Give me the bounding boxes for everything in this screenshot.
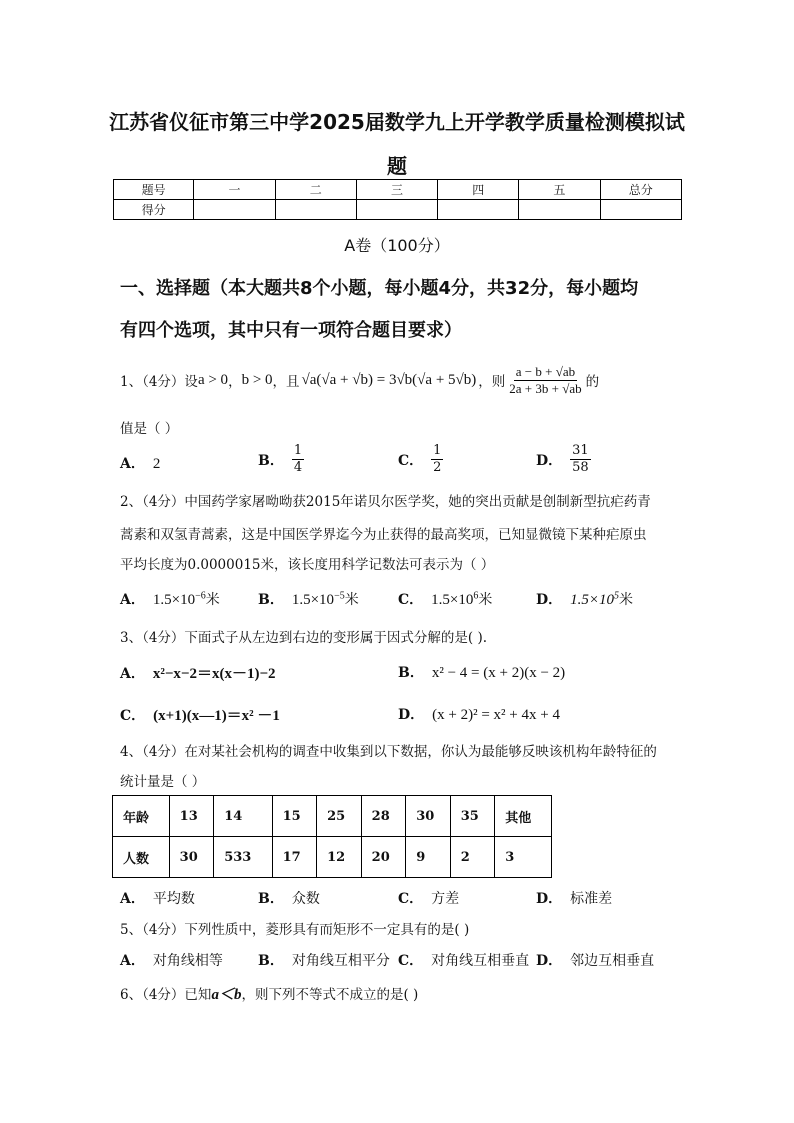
q2-line-3: 平均长度为0.0000015米，该长度用科学记数法可表示为（ ） xyxy=(120,557,495,573)
q2-option-a[interactable] xyxy=(120,589,220,609)
part-heading-continued: 有四个选项，其中只有一项符合题目要求） xyxy=(120,320,462,341)
option-text: 对角线互相平分 xyxy=(291,953,390,969)
option-text: 方差 xyxy=(431,891,460,907)
table-cell: 3 xyxy=(495,837,552,878)
table-cell: 9 xyxy=(406,837,451,878)
q4-option-b[interactable] xyxy=(258,888,320,908)
table-cell: 2 xyxy=(450,837,495,878)
q1-condition-a: a > 0 xyxy=(197,371,229,388)
page-title-continued: 题 xyxy=(387,154,407,178)
q1-option-d[interactable] xyxy=(536,443,591,476)
option-exponent: 5 xyxy=(614,590,620,602)
option-text: 标准差 xyxy=(570,891,613,907)
option-letter: C． xyxy=(398,592,424,608)
option-fraction xyxy=(570,443,591,476)
option-letter: A． xyxy=(120,456,145,472)
option-fraction xyxy=(292,443,304,476)
q2-line-2: 蒿素和双氢青蒿素，这是中国医学界迄今为止获得的最高奖项，已知显微镜下某种疟原虫 xyxy=(120,527,647,543)
question-1 xyxy=(120,360,599,400)
option-text: 对角线相等 xyxy=(152,953,223,969)
option-exponent: −5 xyxy=(334,590,345,602)
q3-option-d[interactable] xyxy=(398,704,560,724)
q1-fraction xyxy=(507,364,583,397)
table-cell: 人数 xyxy=(113,837,170,878)
q5-option-d[interactable] xyxy=(536,950,654,970)
q4-option-c[interactable] xyxy=(398,888,459,908)
q6-suffix: ，则下列不等式不成立的是( ) xyxy=(241,987,419,1003)
option-unit: 米 xyxy=(478,592,493,608)
q3-option-b[interactable] xyxy=(398,662,565,682)
score-cell[interactable] xyxy=(275,200,356,220)
score-cell[interactable] xyxy=(519,200,600,220)
fraction-numerator: 1 xyxy=(293,443,303,458)
option-unit: 米 xyxy=(619,592,634,608)
score-table-score-row xyxy=(114,200,682,220)
option-letter: D． xyxy=(536,953,563,969)
q1-suffix: 的 xyxy=(585,374,600,390)
q6-prefix: 6、（4分）已知 xyxy=(120,987,212,1003)
score-header-cell: 一 xyxy=(194,180,275,200)
table-cell: 其他 xyxy=(495,796,552,837)
table-cell: 35 xyxy=(450,796,495,837)
q1-fraction-numerator: a − b + √ab xyxy=(515,363,576,379)
option-mantissa: 1.5×10 xyxy=(570,592,615,608)
q6-condition: a＜b xyxy=(211,987,242,1003)
count-row xyxy=(113,837,552,878)
fraction-denominator: 2 xyxy=(433,460,442,475)
score-header-cell: 题号 xyxy=(114,180,194,200)
option-letter: D． xyxy=(536,592,563,608)
table-cell: 17 xyxy=(272,837,317,878)
option-text: 邻边互相垂直 xyxy=(570,953,655,969)
score-cell[interactable] xyxy=(356,200,437,220)
q1-option-a[interactable] xyxy=(120,453,160,473)
q2-option-b[interactable] xyxy=(258,589,359,609)
table-cell: 13 xyxy=(169,796,214,837)
question-6 xyxy=(120,983,418,1004)
option-exponent: 6 xyxy=(473,590,479,602)
section-heading: A卷（100分） xyxy=(344,236,450,255)
q1-fraction-denominator: 2a + 3b + √ab xyxy=(509,380,582,396)
score-table-header-row xyxy=(114,180,682,200)
q1-line-2: 值是（ ） xyxy=(120,421,179,437)
option-unit: 米 xyxy=(344,592,359,608)
score-cell[interactable] xyxy=(438,200,519,220)
q2-option-c[interactable] xyxy=(398,589,492,609)
table-cell: 30 xyxy=(169,837,214,878)
table-cell: 25 xyxy=(317,796,362,837)
page-title: 江苏省仪征市第三中学2025届数学九上开学教学质量检测模拟试 xyxy=(109,110,685,134)
option-letter: C． xyxy=(120,708,146,724)
option-letter: C． xyxy=(398,953,424,969)
part-heading: 一、选择题（本大题共8个小题，每小题4分，共32分，每小题均 xyxy=(120,278,639,299)
fraction-denominator: 58 xyxy=(572,460,589,475)
q1-equation: √a(√a + √b) = 3√b(√a + 5√b) xyxy=(301,371,477,388)
option-letter: A． xyxy=(120,666,145,682)
table-cell: 28 xyxy=(361,796,406,837)
question-5: 5、（4分）下列性质中，菱形具有而矩形不一定具有的是( ) xyxy=(120,922,470,938)
option-letter: D． xyxy=(536,452,563,469)
score-header-cell: 四 xyxy=(438,180,519,200)
option-mantissa: 1.5×10 xyxy=(152,592,196,608)
q2-option-d[interactable] xyxy=(536,589,633,609)
option-letter: A． xyxy=(120,953,145,969)
score-header-cell: 二 xyxy=(275,180,356,200)
table-cell: 533 xyxy=(214,837,272,878)
option-letter: B． xyxy=(258,452,284,469)
option-text: 平均数 xyxy=(152,891,195,907)
table-cell: 20 xyxy=(361,837,406,878)
q5-option-b[interactable] xyxy=(258,950,390,970)
option-text: 众数 xyxy=(291,891,320,907)
age-table xyxy=(112,795,552,878)
table-cell: 12 xyxy=(317,837,362,878)
q1-option-c[interactable] xyxy=(398,443,443,476)
option-text: (x + 2)² = x² + 4x + 4 xyxy=(432,707,560,723)
q1-mid: ，且 xyxy=(272,374,300,390)
q3-option-a[interactable] xyxy=(120,662,276,683)
q1-separator: ， xyxy=(228,374,242,390)
option-letter: C． xyxy=(398,452,424,469)
q1-then: ，则 xyxy=(478,374,506,390)
option-exponent: −6 xyxy=(195,590,206,602)
score-header-cell: 三 xyxy=(356,180,437,200)
q4-option-a[interactable] xyxy=(120,888,195,908)
q5-option-c[interactable] xyxy=(398,950,529,970)
option-text: (x+1)(x—1)＝x² －1 xyxy=(153,708,280,724)
table-cell: 14 xyxy=(214,796,272,837)
score-table xyxy=(113,179,682,220)
option-letter: D． xyxy=(536,891,563,907)
option-letter: B． xyxy=(398,665,424,681)
option-mantissa: 1.5×10 xyxy=(291,592,335,608)
fraction-numerator: 31 xyxy=(572,443,589,458)
option-letter: B． xyxy=(258,592,284,608)
age-row xyxy=(113,796,552,837)
question-3: 3、（4分）下面式子从左边到右边的变形属于因式分解的是( ). xyxy=(120,630,488,646)
option-letter: A． xyxy=(120,592,145,608)
option-letter: B． xyxy=(258,953,284,969)
q4-option-d[interactable] xyxy=(536,888,612,908)
score-header-cell: 总分 xyxy=(600,180,681,200)
q1-option-b[interactable] xyxy=(258,443,304,476)
option-fraction xyxy=(431,443,443,476)
option-text: 对角线互相垂直 xyxy=(431,953,530,969)
score-header-cell: 五 xyxy=(519,180,600,200)
q3-option-c[interactable] xyxy=(120,704,280,725)
question-2: 2、（4分）中国药学家屠呦呦获2015年诺贝尔医学奖，她的突出贡献是创制新型抗疟药青 xyxy=(120,494,651,510)
q4-line-2: 统计量是（ ） xyxy=(120,774,206,790)
table-cell: 30 xyxy=(406,796,451,837)
table-cell: 15 xyxy=(272,796,317,837)
score-cell[interactable] xyxy=(194,200,275,220)
table-cell: 年龄 xyxy=(113,796,170,837)
q1-condition-b: b > 0 xyxy=(241,371,273,388)
q1-prefix: 1、（4分）设 xyxy=(120,374,198,390)
fraction-numerator: 1 xyxy=(433,443,442,458)
option-text: x²−x−2＝x(x－1)−2 xyxy=(152,666,276,682)
option-text: x² − 4 = (x + 2)(x − 2) xyxy=(431,665,566,681)
q5-option-a[interactable] xyxy=(120,950,223,970)
option-unit: 米 xyxy=(205,592,220,608)
question-4: 4、（4分）在对某社会机构的调查中收集到以下数据，你认为最能够反映该机构年龄特征的 xyxy=(120,744,657,760)
fraction-denominator: 4 xyxy=(293,460,303,475)
score-row-label: 得分 xyxy=(114,200,194,220)
option-text: 2 xyxy=(152,456,161,472)
option-letter: D． xyxy=(398,707,425,723)
score-cell[interactable] xyxy=(600,200,681,220)
option-mantissa: 1.5×10 xyxy=(431,592,474,608)
option-letter: C． xyxy=(398,891,424,907)
option-letter: B． xyxy=(258,891,284,907)
option-letter: A． xyxy=(120,891,145,907)
